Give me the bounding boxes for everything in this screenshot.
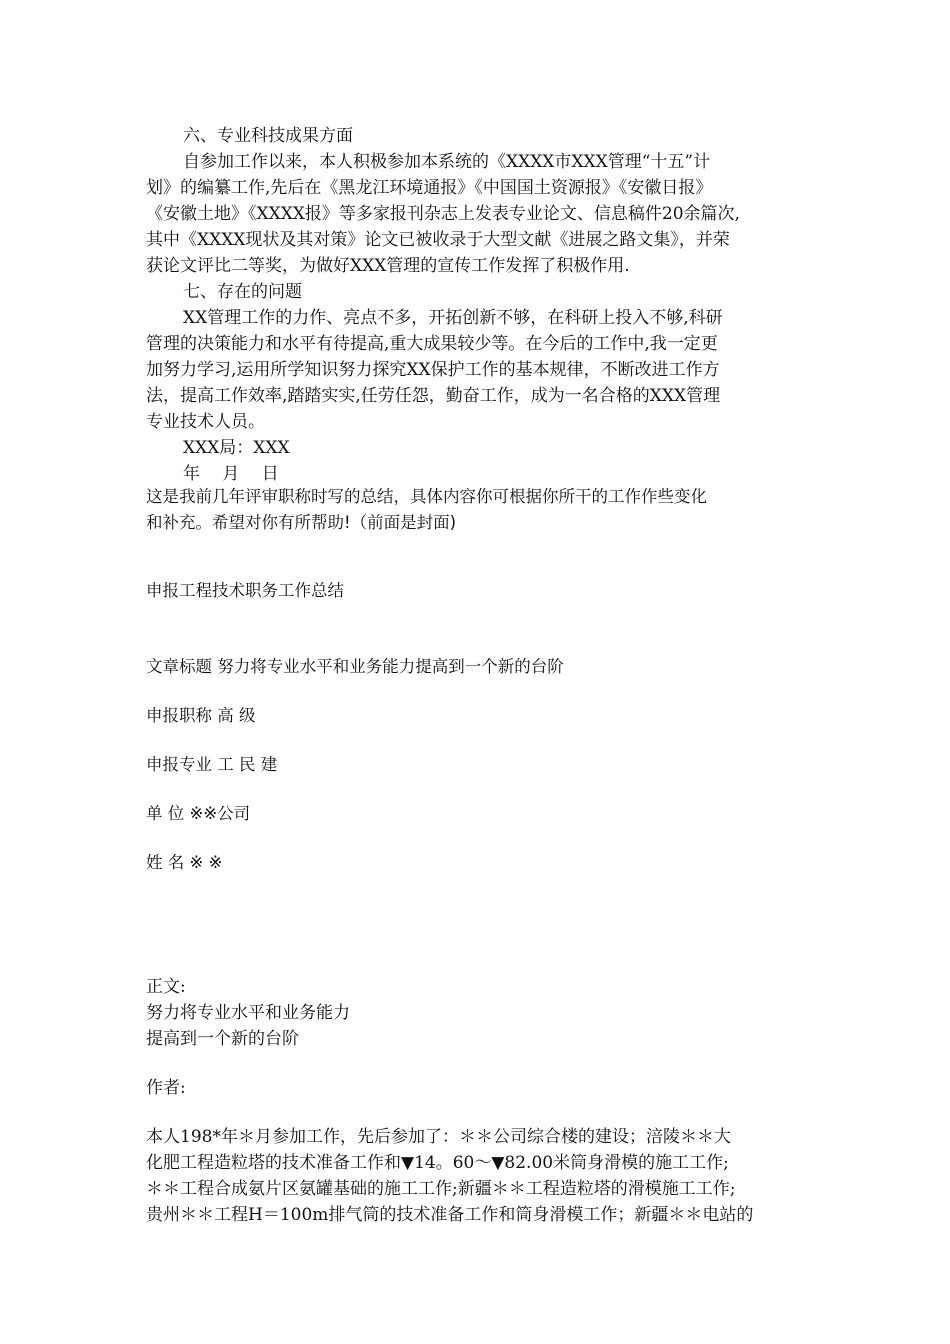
body-title-line: 努力将专业水平和业务能力 <box>146 1003 350 1023</box>
section6-line: 《安徽土地》《XXXX报》等多家报刊杂志上发表专业论文、信息稿件20余篇次, <box>146 204 740 224</box>
section7-line: 加努力学习,运用所学知识努力探究XX保护工作的基本规律，不断改进工作方 <box>146 360 720 380</box>
section6-line: 获论文评比二等奖，为做好XXX管理的宣传工作发挥了积极作用. <box>146 256 630 276</box>
applied-specialty: 申报专业 工 民 建 <box>146 755 278 774</box>
date-line: 年 月 日 <box>183 464 279 484</box>
note-line: 这是我前几年评审职称时写的总结，具体内容你可根据你所干的工作作些变化 <box>146 487 707 506</box>
cover-title: 申报工程技术职务工作总结 <box>146 581 344 600</box>
author-label: 作者: <box>146 1078 186 1098</box>
section7-line: 法，提高工作效率,踏踏实实,任劳任怨，勤奋工作，成为一名合格的XXX管理 <box>146 386 721 406</box>
body-title-line: 提高到一个新的台阶 <box>146 1029 299 1049</box>
body-line: 化肥工程造粒塔的技术准备工作和▼14。60～▼82.00米筒身滑模的施工工作; <box>146 1153 729 1173</box>
unit: 单 位 ※※公司 <box>146 804 251 823</box>
body-label: 正文: <box>146 977 186 997</box>
author-name: 姓 名 ※ ※ <box>146 853 223 872</box>
applied-rank: 申报职称 高 级 <box>146 706 256 725</box>
signature: XXX局：XXX <box>183 438 290 458</box>
section7-line: 专业技术人员。 <box>146 412 265 432</box>
section7-heading: 七、存在的问题 <box>183 282 302 302</box>
body-line: ＊＊工程合成氨片区氨罐基础的施工工作;新疆＊＊工程造粒塔的滑模施工工作; <box>146 1179 736 1199</box>
section6-line: 其中《XXXX现状及其对策》论文已被收录于大型文献《进展之路文集》，并荣 <box>146 230 730 250</box>
article-title: 文章标题 努力将专业水平和业务能力提高到一个新的台阶 <box>146 657 564 676</box>
note-line: 和补充。希望对你有所帮助!（前面是封面) <box>146 513 457 532</box>
section7-line: XX管理工作的力作、亮点不多，开拓创新不够，在科研上投入不够,科研 <box>183 308 723 328</box>
section6-heading: 六、专业科技成果方面 <box>183 126 353 146</box>
section6-line: 自参加工作以来，本人积极参加本系统的《XXXX市XXX管理“十五”计 <box>183 152 711 172</box>
section6-line: 划》的编纂工作,先后在《黑龙江环境通报》《中国国土资源报》《安徽日报》 <box>146 178 713 198</box>
body-line: 贵州＊＊工程H＝100m排气筒的技术准备工作和筒身滑模工作；新疆＊＊电站的 <box>146 1205 754 1225</box>
section7-line: 管理的决策能力和水平有待提高,重大成果较少等。在今后的工作中,我一定更 <box>146 334 718 354</box>
body-line: 本人198*年＊月参加工作，先后参加了：＊＊公司综合楼的建设；涪陵＊＊大 <box>146 1127 731 1147</box>
